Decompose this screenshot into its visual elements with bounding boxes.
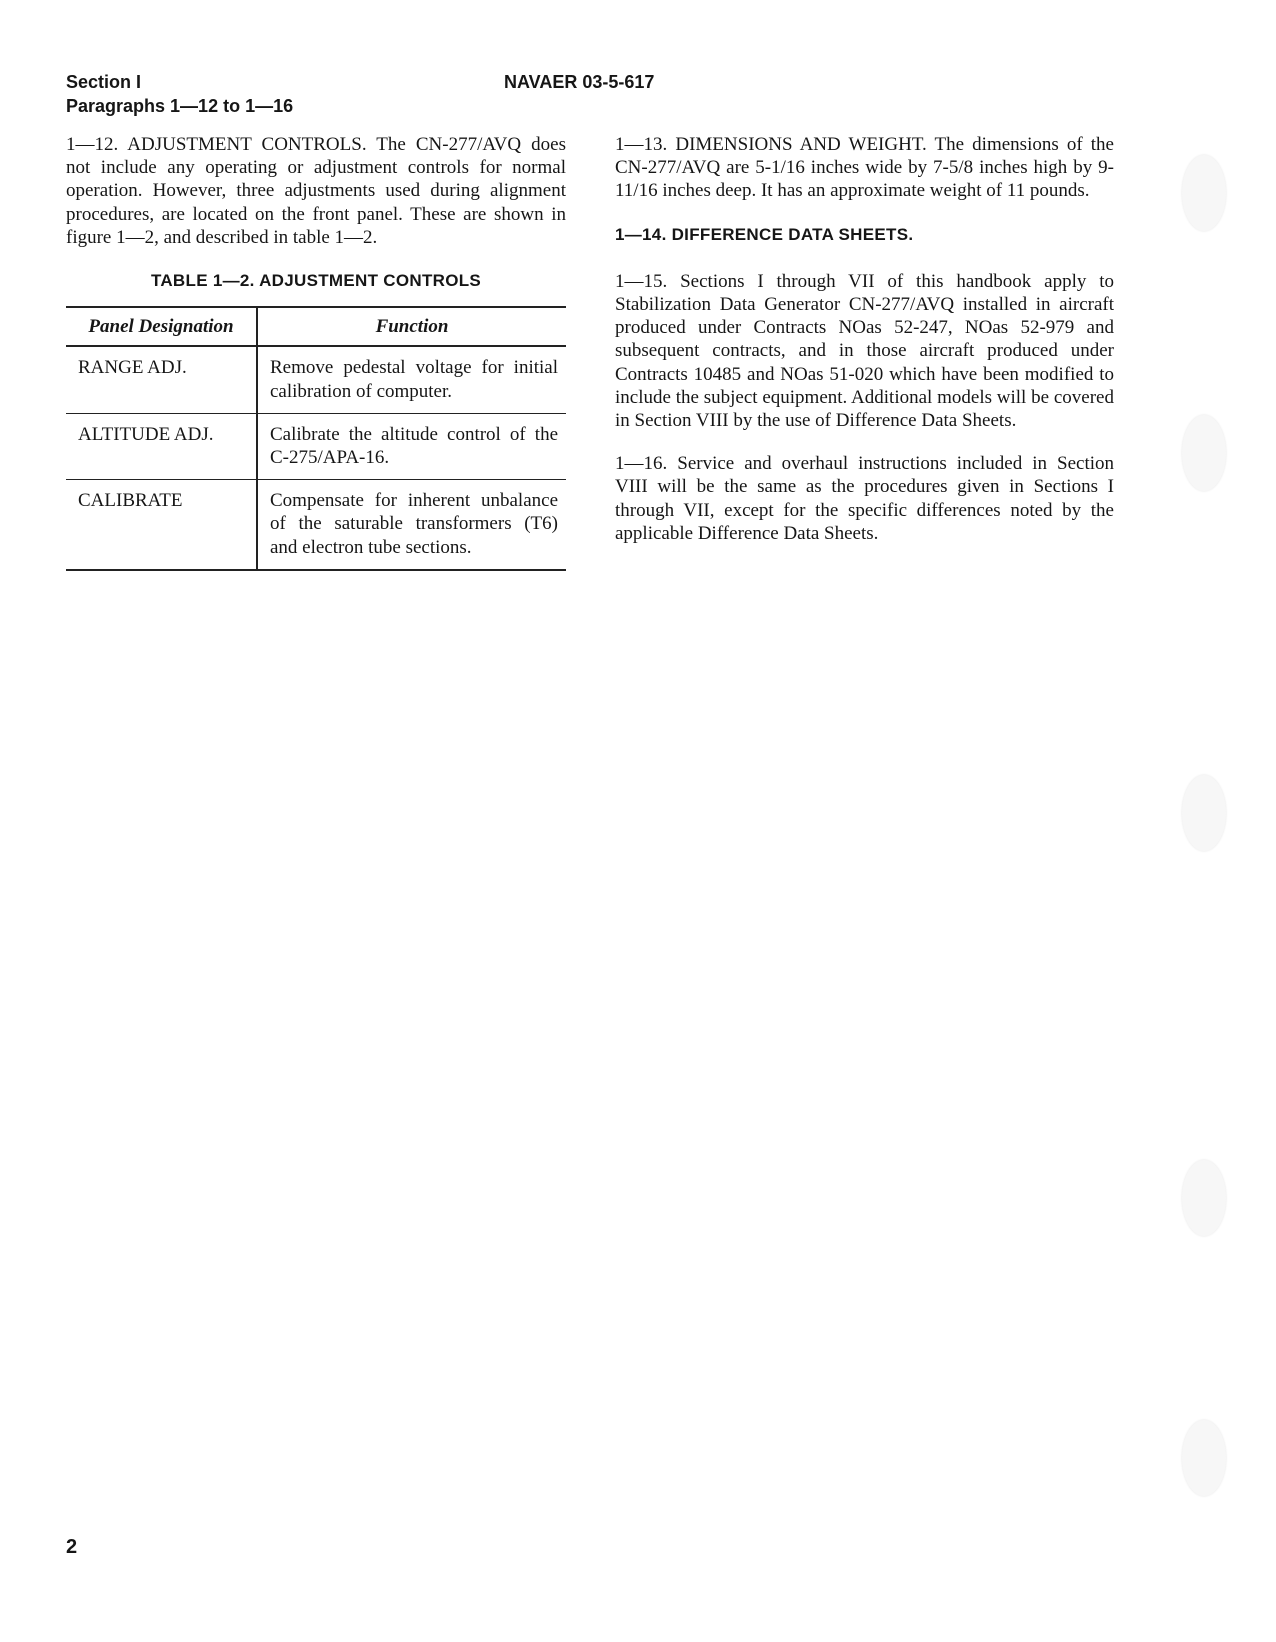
paragraph-1-15: 1—15. Sections I through VII of this handbook apply to Stabilization Data Generator CN-277/AVQ installed in aircraft produced under Contracts NOas 52-247, NOas 52-979 and subsequent contracts, and in those aircraft produced under Contracts 10485 and NOas 51-020 which have been modified to include the subject equipment. Additional models will be covered in Section VIII by the use of Difference Data Sheets. [615, 270, 1114, 432]
paragraph-1-12: 1—12. ADJUSTMENT CONTROLS. The CN-277/AVQ does not include any operating or adjustment controls for normal operation. However, three adjustments used during alignment procedures, are located on the front panel. These are shown in figure 1—2, and described in table 1—2. [66, 134, 566, 248]
panel-designation-cell: RANGE ADJ. [66, 346, 257, 413]
table-row [66, 480, 566, 570]
binder-hole [1182, 1420, 1226, 1496]
page-header-left [66, 70, 293, 118]
paragraphs-range: Paragraphs 1—12 to 1—16 [66, 96, 294, 116]
paragraph-1-16: 1—16. Service and overhaul instructions included in Section VIII will be the same as the procedures given in Sections I through VII, except for the specific differences noted by the applicable Difference Data Sheets. [615, 453, 1114, 544]
column-header-function: Function [257, 307, 566, 346]
panel-designation-cell: CALIBRATE [66, 480, 257, 570]
panel-designation-cell: ALTITUDE ADJ. [66, 413, 257, 479]
page-number: 2 [66, 1536, 78, 1558]
table-row [66, 413, 566, 479]
table-header-row [66, 307, 566, 346]
function-cell: Calibrate the altitude control of the C-275/APA-16. [257, 413, 566, 479]
binder-hole [1182, 775, 1226, 851]
table-row [66, 346, 566, 413]
binder-hole [1182, 155, 1226, 231]
adjustment-controls-table [66, 306, 566, 571]
binder-hole [1182, 1160, 1226, 1236]
column-header-panel-designation: Panel Designation [66, 307, 257, 346]
section-label: Section I [66, 72, 142, 92]
heading-1-14: 1—14. DIFFERENCE DATA SHEETS. [615, 224, 914, 244]
binder-hole [1182, 415, 1226, 491]
function-cell: Compensate for inherent unbalance of the saturable transformers (T6) and electron tube sections. [257, 480, 566, 570]
paragraph-1-13: 1—13. DIMENSIONS AND WEIGHT. The dimensions of the CN-277/AVQ are 5-1/16 inches wide by 7-5/8 inches high by 9-11/16 inches deep. It has an approximate weight of 11 pounds. [615, 134, 1114, 202]
document-number: NAVAER 03-5-617 [504, 72, 655, 92]
function-cell: Remove pedestal voltage for initial calibration of computer. [257, 346, 566, 413]
right-column [615, 133, 1114, 565]
table-title: TABLE 1—2. ADJUSTMENT CONTROLS [150, 271, 482, 291]
left-column [66, 133, 566, 571]
